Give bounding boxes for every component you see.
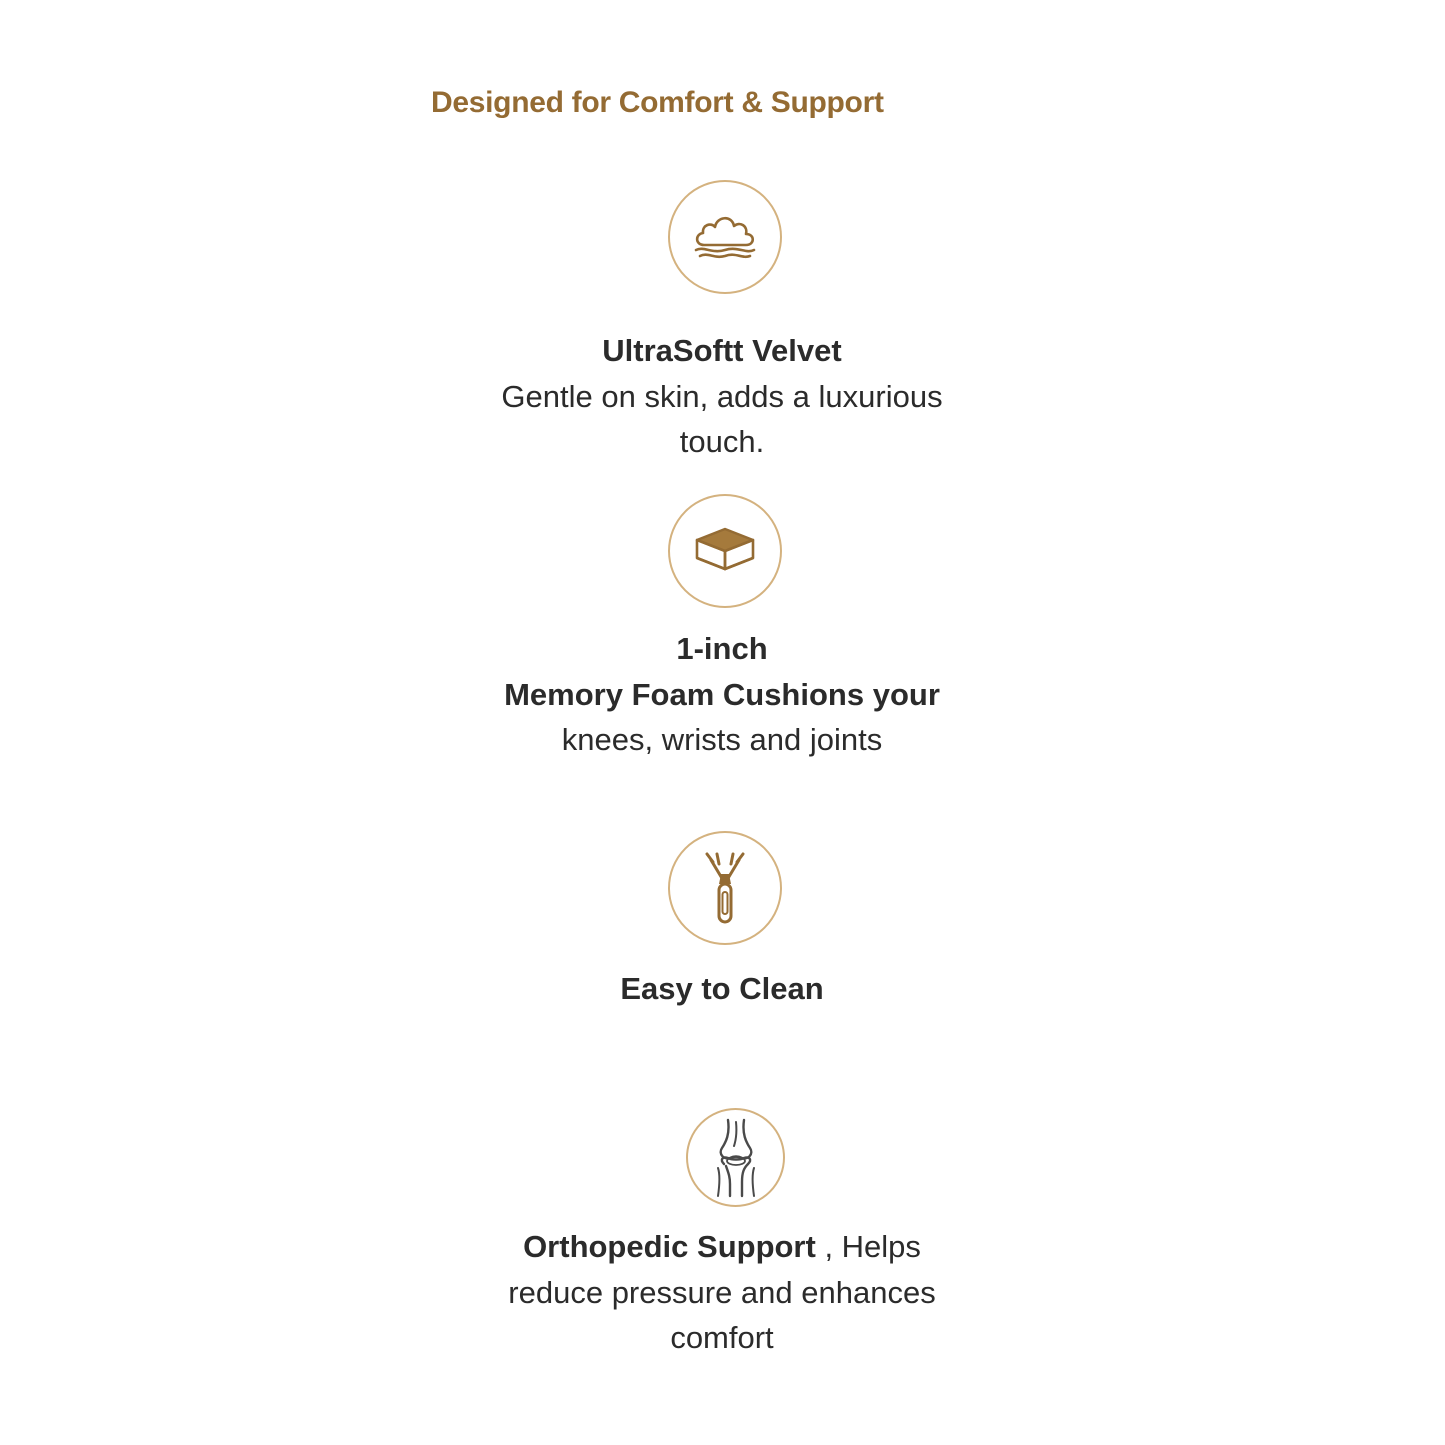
feature-description: , Helps <box>815 1229 921 1264</box>
feature-description: reduce pressure and enhances <box>508 1274 936 1310</box>
feature-memory-foam <box>472 626 972 763</box>
feature-description: Gentle on skin, adds a luxurious <box>501 378 943 414</box>
feature-title: 1-inch <box>676 631 768 666</box>
feature-icon-ring-3 <box>668 831 782 945</box>
feature-icon-ring-1 <box>668 180 782 294</box>
feature-description: touch. <box>679 424 765 459</box>
feature-title: UltraSoftt Velvet <box>602 333 842 368</box>
feature-orthopedic-support <box>472 1224 972 1361</box>
feature-title: Orthopedic Support <box>523 1229 816 1264</box>
feature-title: Easy to Clean <box>620 971 824 1006</box>
feature-description: comfort <box>670 1320 774 1355</box>
feature-description: knees, wrists and joints <box>561 722 883 757</box>
feature-easy-to-clean <box>472 966 972 1012</box>
foam-block-icon <box>691 523 759 579</box>
knee-joint-icon <box>712 1116 760 1200</box>
zipper-icon <box>701 848 749 928</box>
feature-icon-ring-4 <box>686 1108 785 1207</box>
feature-ultrasoftt-velvet <box>472 328 972 465</box>
section-title: Designed for Comfort & Support <box>431 86 884 119</box>
feature-title: Memory Foam Cushions your <box>504 676 940 712</box>
cloud-icon <box>690 207 760 267</box>
feature-icon-ring-2 <box>668 494 782 608</box>
